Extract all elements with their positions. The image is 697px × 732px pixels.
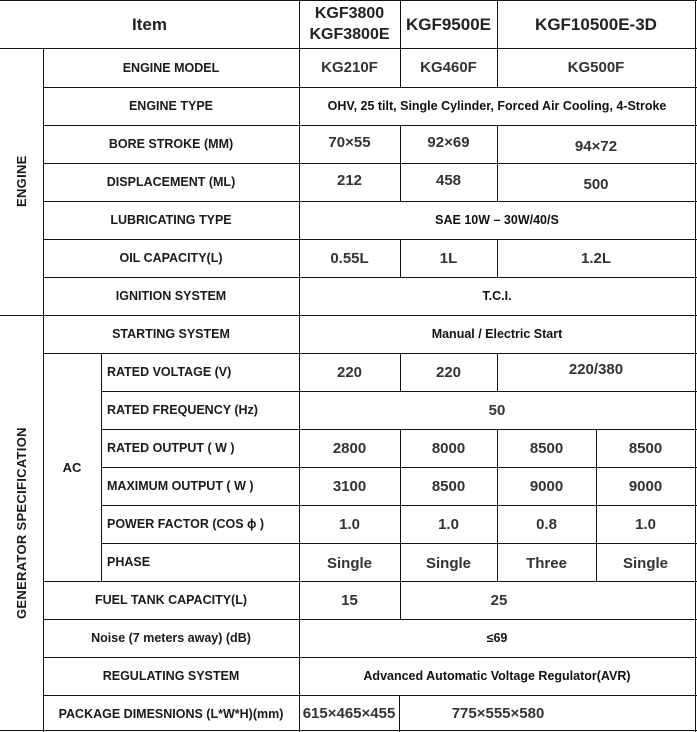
value-displacement-3: 500 (583, 175, 609, 193)
value-phase-1: Single (326, 554, 372, 572)
grid-line (43, 201, 697, 202)
value-lubricating-type: SAE 10W – 30W/40/S (435, 213, 559, 227)
value-phase-3: Three (526, 554, 567, 572)
label-rated-frequency: RATED FREQUENCY (Hz) (107, 403, 258, 417)
grid-line (43, 125, 697, 126)
label-phase: PHASE (107, 555, 151, 569)
model-kgf3800e: KGF3800E (309, 26, 390, 43)
value-rated-output-2: 8000 (431, 439, 466, 457)
value-ignition-system: T.C.I. (482, 289, 512, 303)
grid-line (101, 505, 697, 506)
grid-line (400, 353, 401, 391)
label-noise: Noise (7 meters away) (dB) (91, 631, 251, 645)
value-package-1: 615×465×455 (302, 705, 396, 722)
value-power-factor-1: 1.0 (339, 515, 360, 533)
value-rated-voltage-3: 220/380 (568, 360, 624, 378)
value-phase-4: Single (622, 554, 668, 572)
value-phase-2: Single (425, 554, 471, 572)
value-rated-output-1: 2800 (332, 439, 367, 457)
value-engine-model-1: KG210F (321, 59, 378, 76)
grid-line (43, 353, 697, 354)
grid-line (101, 391, 697, 392)
header-model-kgf3800 (299, 0, 400, 48)
grid-line (43, 657, 697, 658)
grid-line (400, 0, 401, 87)
grid-line (101, 429, 697, 430)
header-model-kgf10500e-3d: KGF10500E-3D (535, 14, 657, 34)
value-rated-output-3: 8500 (529, 439, 564, 457)
grid-line (399, 695, 400, 732)
value-bore-stroke-2: 92×69 (427, 133, 470, 151)
value-rated-voltage-2: 220 (435, 363, 462, 381)
grid-line (497, 239, 498, 277)
label-engine-model: ENGINE MODEL (122, 60, 220, 75)
label-starting-system: STARTING SYSTEM (112, 327, 230, 341)
grid-line (400, 239, 401, 277)
value-noise: ≤69 (486, 631, 508, 645)
label-oil-capacity: OIL CAPACITY(L) (119, 251, 223, 265)
value-package-2: 775×555×580 (451, 705, 545, 722)
grid-line (43, 619, 697, 620)
value-engine-model-3: KG500F (567, 59, 625, 76)
value-bore-stroke-3: 94×72 (574, 137, 618, 155)
value-oil-capacity-1: 0.55L (330, 249, 369, 267)
label-ignition-system: IGNITION SYSTEM (115, 289, 227, 303)
value-rated-voltage-1: 220 (336, 363, 363, 381)
grid-line (101, 353, 102, 581)
label-displacement: DISPLACEMENT (ML) (106, 175, 236, 189)
grid-line (596, 429, 597, 581)
section-engine: ENGINE (14, 155, 29, 208)
grid-line (43, 239, 697, 240)
value-maximum-output-4: 9000 (628, 477, 663, 495)
grid-line (497, 125, 498, 201)
label-lubricating-type: LUBRICATING TYPE (110, 213, 232, 227)
value-engine-type: OHV, 25 tilt, Single Cylinder, Forced Air Cooling, 4-Stroke (327, 99, 667, 113)
value-rated-output-4: 8500 (628, 439, 663, 457)
grid-line (400, 125, 401, 201)
value-oil-capacity-3: 1.2L (580, 249, 611, 267)
value-regulating-system: Advanced Automatic Voltage Regulator(AVR) (363, 669, 631, 683)
value-power-factor-3: 0.8 (536, 515, 557, 533)
grid-line (299, 0, 300, 732)
value-displacement-1: 212 (336, 171, 363, 189)
grid-line (43, 48, 44, 732)
value-bore-stroke-1: 70×55 (328, 133, 371, 151)
grid-line (497, 429, 498, 581)
grid-line (400, 429, 401, 619)
value-rated-frequency: 50 (488, 401, 506, 419)
grid-line (43, 163, 697, 164)
value-fuel-tank-2: 25 (490, 591, 508, 609)
section-generator-specification: GENERATOR SPECIFICATION (14, 427, 29, 620)
header-item: Item (132, 14, 167, 34)
value-power-factor-2: 1.0 (438, 515, 459, 533)
grid-line (43, 695, 697, 696)
model-kgf3800: KGF3800 (314, 5, 385, 22)
value-oil-capacity-2: 1L (439, 249, 458, 267)
value-maximum-output-1: 3100 (332, 477, 367, 495)
label-bore-stroke: BORE STROKE (MM) (108, 137, 234, 151)
value-fuel-tank-1: 15 (341, 591, 358, 609)
label-rated-voltage: RATED VOLTAGE (V) (107, 365, 232, 379)
value-engine-model-2: KG460F (420, 59, 477, 76)
value-maximum-output-2: 8500 (431, 477, 466, 495)
label-regulating-system: REGULATING SYSTEM (102, 669, 240, 683)
grid-line (43, 87, 697, 88)
value-displacement-2: 458 (435, 171, 462, 189)
grid-line (43, 581, 697, 582)
label-package-dimensions: PACKAGE DIMESNIONS (L*W*H)(mm) (58, 706, 284, 721)
grid-line (0, 0, 697, 1)
grid-line (43, 277, 697, 278)
grid-line (497, 353, 498, 391)
section-ac: AC (62, 459, 82, 475)
value-power-factor-4: 1.0 (635, 515, 656, 533)
label-rated-output: RATED OUTPUT ( W ) (107, 441, 235, 455)
grid-line (101, 467, 697, 468)
grid-line (497, 0, 498, 87)
header-model-kgf9500e: KGF9500E (405, 14, 492, 34)
grid-line (0, 48, 697, 49)
value-maximum-output-3: 9000 (529, 477, 564, 495)
value-starting-system: Manual / Electric Start (431, 327, 563, 341)
grid-line (0, 730, 697, 731)
grid-line (101, 543, 697, 544)
label-maximum-output: MAXIMUM OUTPUT ( W ) (107, 479, 254, 493)
label-fuel-tank-capacity: FUEL TANK CAPACITY(L) (94, 593, 248, 607)
label-power-factor: POWER FACTOR (COS ϕ ) (107, 517, 265, 531)
grid-line (0, 315, 697, 316)
label-engine-type: ENGINE TYPE (128, 99, 214, 113)
grid-line (695, 0, 696, 732)
